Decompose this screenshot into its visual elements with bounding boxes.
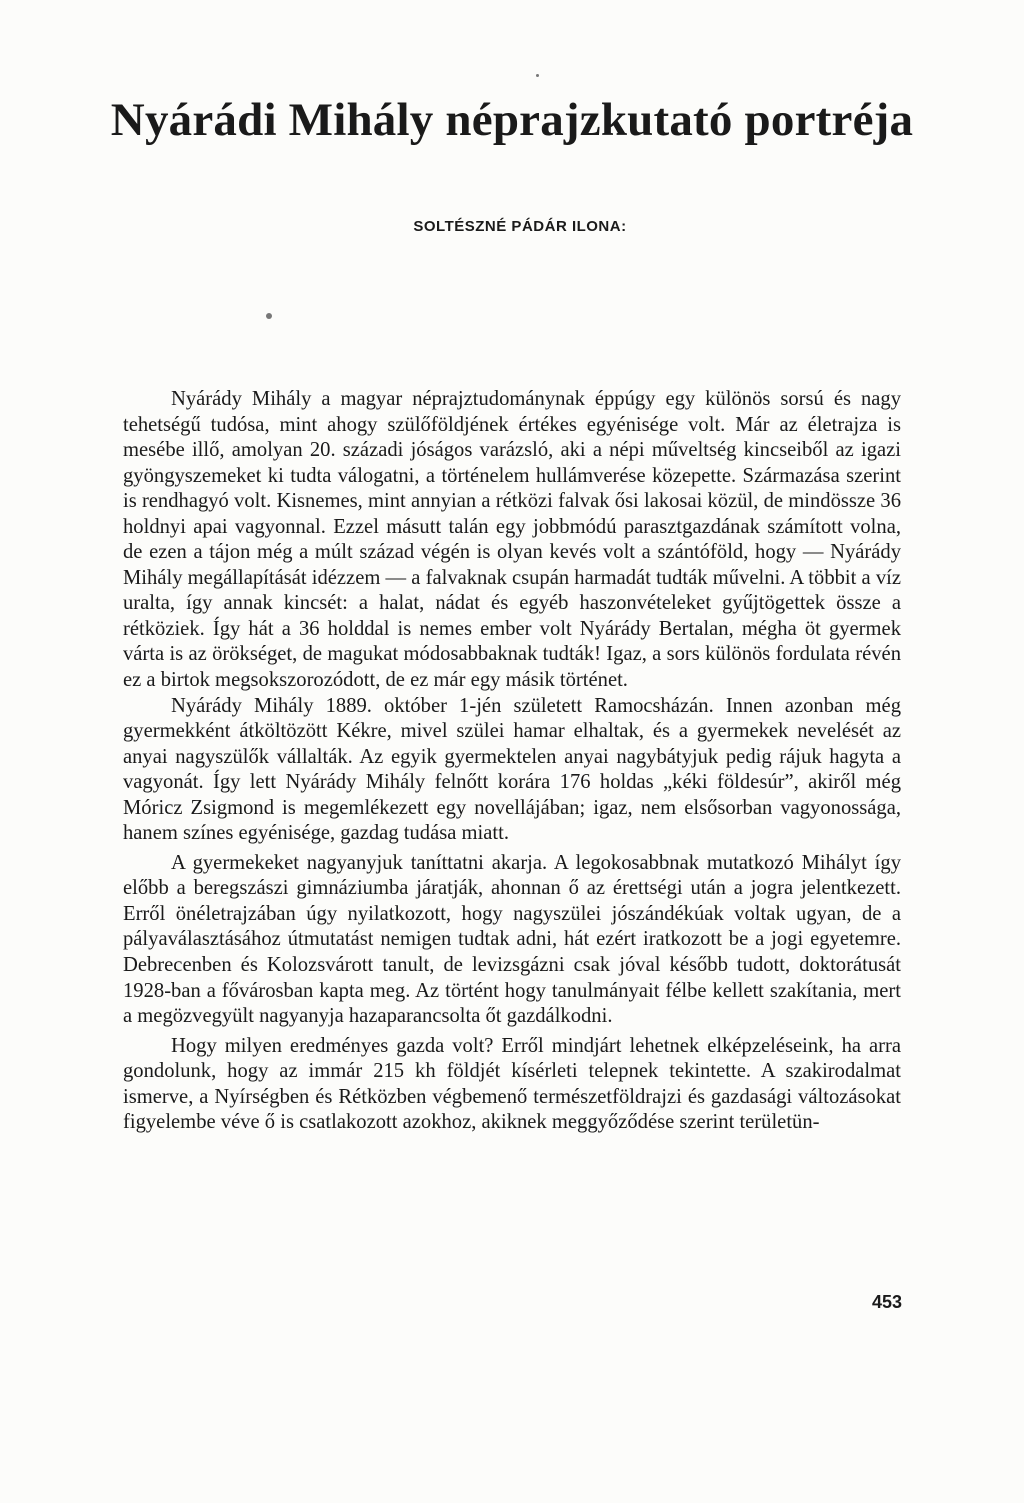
author-name: SOLTÉSZNÉ PÁDÁR ILONA: (413, 218, 627, 235)
paragraph-3: A gyermekeket nagyanyjuk taníttatni akarja. A legokosabbnak mutatkozó Mihályt így előbb a beregszászi gimnáziumba járatják, ahonnan ő az érettségi után a jogra jelentkezett. Erről önéletrajzában úgy nyilatkozott, hogy nagyszülei jószándékúak voltak ugyan, de a pályaválasztásához útmutatást nemigen tudtak adni, hát ezért iratkozott be a jogi egyetemre. Debrecenben és Kolozsvárott tanult, de levizsgázni csak jóval később tudott, doktorátusát 1928-ban a fővárosban kapta meg. Az történt hogy tanulmányait félbe kellett szakítania, mert a megözvegyült nagyanyja hazaparancsolta őt gazdálkodni. (123, 851, 901, 1028)
scan-speck (536, 74, 539, 77)
scan-speck (266, 313, 272, 319)
page-number: 453 (871, 1292, 902, 1312)
article-title: Nyárádi Mihály néprajzkutató portréja (110, 94, 914, 146)
paragraph-2: Nyárády Mihály 1889. október 1-jén született Ramocsházán. Innen azonban még gyermekként átköltözött Kékre, mivel szülei hamar elhaltak, és a gyermekek nevelését az anyai nagyszülők vállalták. Az egyik gyermektelen anyai nagybátyjuk pedig rájuk hagyta a vagyonát. Így lett Nyárády Mihály felnőtt korára 176 holdas „kéki földesúr”, akiről még Móricz Zsigmond is megemlékezett egy novellájában; igaz, nem elsősorban vagyonossága, hanem színes egyénisége, gazdag tudása miatt. (123, 694, 901, 845)
article-body (123, 387, 901, 1136)
paragraph-4: Hogy milyen eredményes gazda volt? Erről mindjárt lehetnek elképzeléseink, ha arra gondolunk, hogy az immár 215 kh földjét kísérleti telepnek tekintette. A szakirodalmat ismerve, a Nyírségben és Rétközben végbemenő természetföldrajzi és gazdasági változásokat figyelembe véve ő is csatlakozott azokhoz, akiknek meggyőződése szerint területün- (123, 1034, 901, 1134)
paragraph-1: Nyárády Mihály a magyar néprajztudománynak éppúgy egy különös sorsú és nagy tehetségű tudósa, mint ahogy szülőföldjének értékes egyénisége volt. Már az életrajza is mesébe illő, amolyan 20. századi jóságos varázsló, aki a népi műveltség kincseiből az igazi gyöngyszemeket ki tudta válogatni, a történelem hullámverése közepette. Származása szerint is rendhagyó volt. Kisnemes, mint annyian a rétközi falvak ősi lakosai közül, de mindössze 36 holdnyi apai vagyonnal. Ezzel másutt talán egy jobbmódú parasztgazdának számított volna, de ezen a tájon még a múlt század végén is olyan kevés volt a szántóföld, hogy — Nyárády Mihály megállapítását idézzem — a falvaknak csupán harmadát tudták művelni. A többit a víz uralta, így annak kincsét: a halat, nádat és egyéb haszonvételeket gyűjtögettek össze a rétköziek. Így hát a 36 holddal is nemes ember volt Nyárády Bertalan, mégha öt gyermek várta is az örökséget, de magukat módosabbaknak tudták! Igaz, a sors különös fordulata révén ez a birtok megsokszorozódott, de ez már egy másik történet. (123, 388, 901, 692)
